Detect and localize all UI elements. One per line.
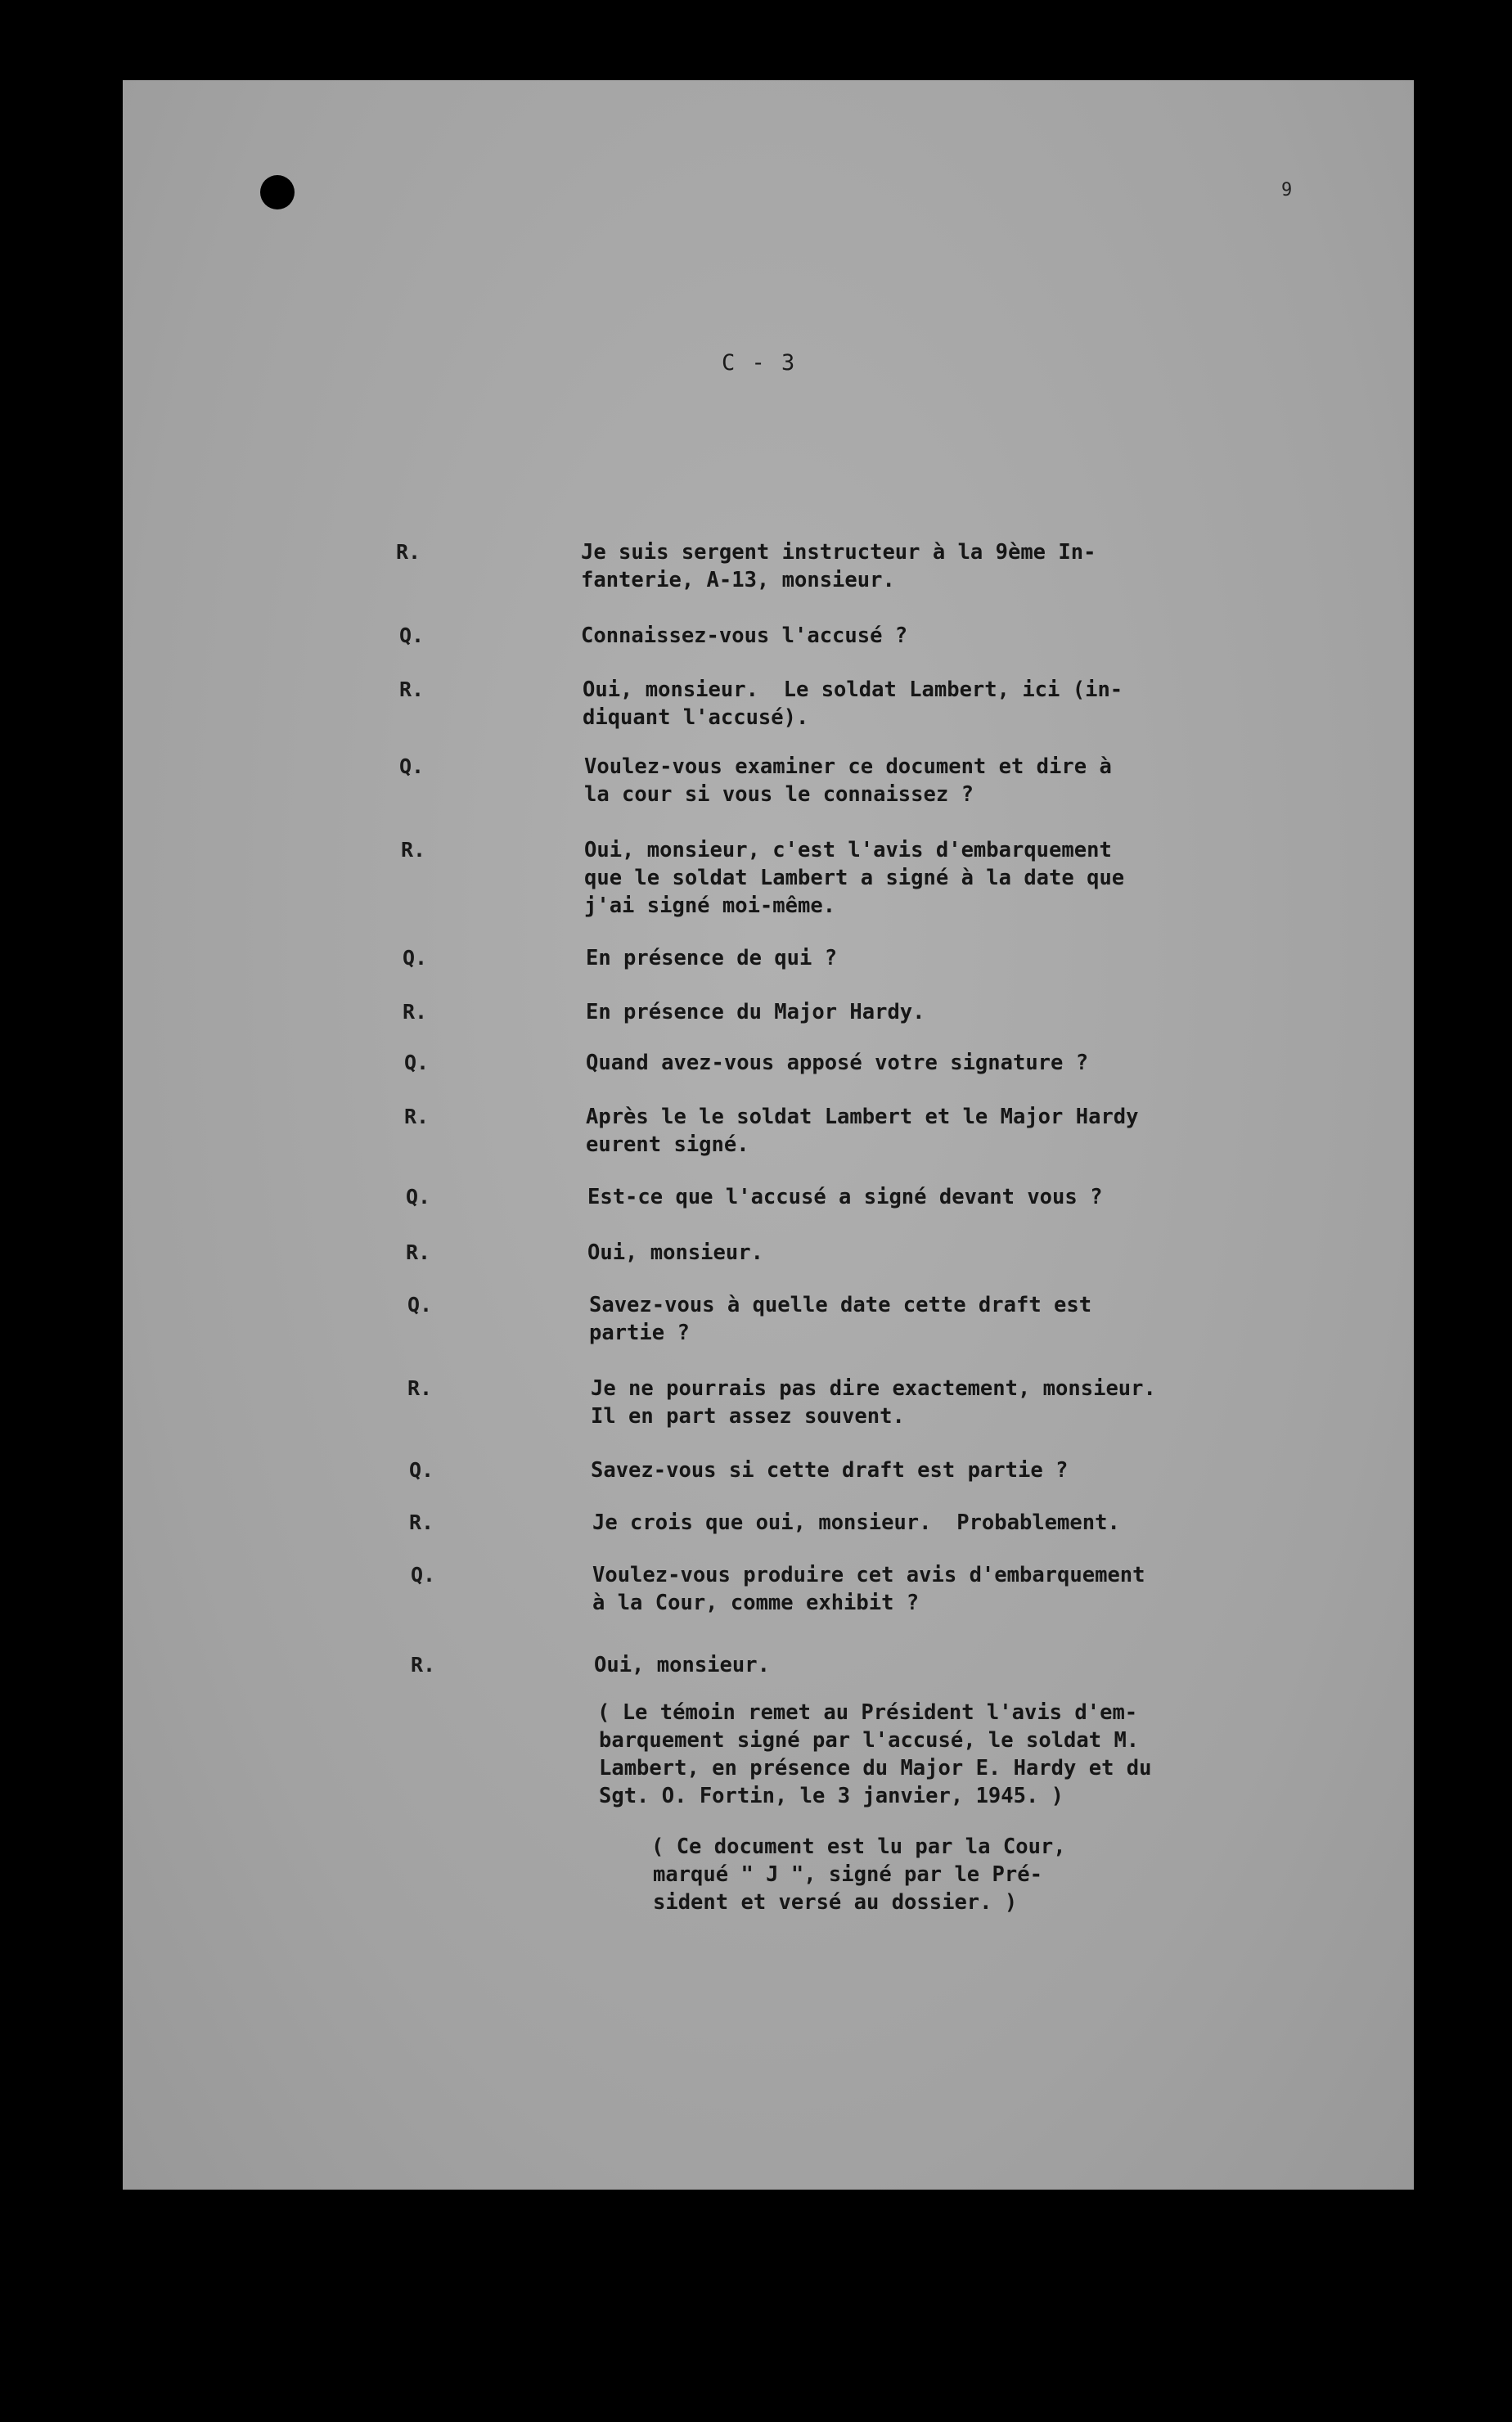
speaker-label: R. xyxy=(411,1653,436,1677)
dialogue-line: fanterie, A-13, monsieur. xyxy=(581,568,895,592)
speaker-label: Q. xyxy=(409,1458,434,1482)
dialogue-line: Je suis sergent instructeur à la 9ème In- xyxy=(581,540,1096,565)
dialogue-line: Je ne pourrais pas dire exactement, monsieur. xyxy=(591,1376,1156,1401)
speaker-label: Q. xyxy=(404,1051,430,1074)
exhibit-note-line: ( Ce document est lu par la Cour, xyxy=(651,1835,1066,1859)
dialogue-line: partie ? xyxy=(589,1321,690,1345)
speaker-label: Q. xyxy=(406,1185,431,1209)
dialogue-line: Voulez-vous produire cet avis d'embarquement xyxy=(592,1563,1145,1587)
dialogue-line: En présence du Major Hardy. xyxy=(586,1000,925,1024)
dialogue-line: Voulez-vous examiner ce document et dire à xyxy=(584,754,1112,779)
dialogue-line: Oui, monsieur. xyxy=(587,1240,763,1265)
dialogue-line: Est-ce que l'accusé a signé devant vous ? xyxy=(587,1185,1103,1209)
speaker-label: R. xyxy=(407,1376,433,1400)
dialogue-line: Oui, monsieur. Le soldat Lambert, ici (in- xyxy=(583,678,1123,702)
dialogue-line: que le soldat Lambert a signé à la date que xyxy=(584,866,1125,890)
dialogue-line: j'ai signé moi-même. xyxy=(584,894,836,918)
speaker-label: Q. xyxy=(407,1293,433,1317)
speaker-label: R. xyxy=(401,838,426,862)
dialogue-line: à la Cour, comme exhibit ? xyxy=(592,1591,920,1615)
speaker-label: R. xyxy=(404,1105,430,1128)
speaker-label: R. xyxy=(406,1240,431,1264)
dialogue-line: Connaissez-vous l'accusé ? xyxy=(581,624,908,648)
dialogue-line: Quand avez-vous apposé votre signature ? xyxy=(586,1051,1089,1075)
exhibit-note-line: Sgt. O. Fortin, le 3 janvier, 1945. ) xyxy=(599,1784,1064,1808)
exhibit-note-line: Lambert, en présence du Major E. Hardy et du xyxy=(599,1756,1152,1780)
dialogue-line: Oui, monsieur, c'est l'avis d'embarquement xyxy=(584,838,1112,862)
exhibit-note-line: sident et versé au dossier. ) xyxy=(653,1890,1018,1915)
speaker-label: Q. xyxy=(403,946,428,970)
dialogue-line: En présence de qui ? xyxy=(586,946,838,970)
speaker-label: Q. xyxy=(399,624,425,647)
dialogue-line: eurent signé. xyxy=(586,1132,749,1157)
dialogue-line: diquant l'accusé). xyxy=(583,705,809,730)
exhibit-note-line: ( Le témoin remet au Président l'avis d'em- xyxy=(597,1700,1138,1725)
speaker-label: R. xyxy=(409,1510,434,1534)
speaker-label: R. xyxy=(396,540,421,564)
dialogue-line: Savez-vous si cette draft est partie ? xyxy=(591,1458,1069,1483)
dialogue-line: Il en part assez souvent. xyxy=(591,1404,905,1429)
dialogue-line: Après le le soldat Lambert et le Major Hardy xyxy=(586,1105,1139,1129)
exhibit-note-line: marqué " J ", signé par le Pré- xyxy=(653,1862,1042,1887)
speaker-label: R. xyxy=(403,1000,428,1024)
speaker-label: R. xyxy=(399,678,425,701)
speaker-label: Q. xyxy=(399,754,425,778)
punch-hole xyxy=(260,175,295,209)
dialogue-line: Oui, monsieur. xyxy=(594,1653,770,1677)
dialogue-line: la cour si vous le connaissez ? xyxy=(584,782,974,807)
section-heading: C - 3 xyxy=(722,350,797,376)
speaker-label: Q. xyxy=(411,1563,436,1587)
page-number: 9 xyxy=(1281,180,1293,200)
dialogue-line: Je crois que oui, monsieur. Probablement. xyxy=(592,1510,1120,1535)
exhibit-note-line: barquement signé par l'accusé, le soldat M. xyxy=(599,1728,1140,1753)
dialogue-line: Savez-vous à quelle date cette draft est xyxy=(589,1293,1092,1317)
